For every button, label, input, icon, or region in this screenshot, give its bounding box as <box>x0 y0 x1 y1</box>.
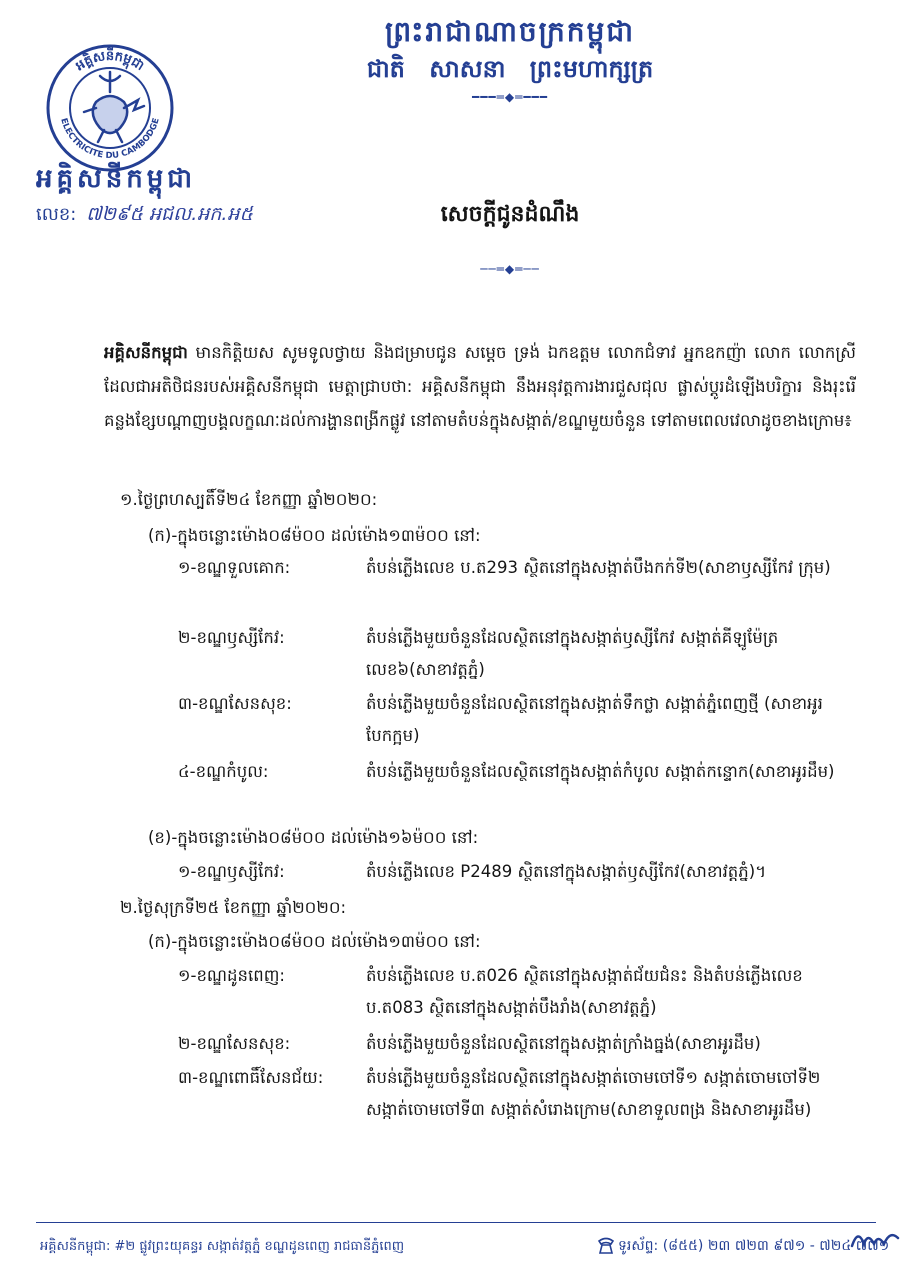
edc-logo <box>44 42 176 174</box>
schedule-day-2-slot-a: (ក)-ក្នុងចន្លោះម៉ោង០៨ម៉០០ ដល់ម៉ោង១៣ម៉០០ នៅ: <box>148 932 481 951</box>
footer-phone <box>596 1236 889 1257</box>
logo-text-top: អគ្គិសនីកម្ពុជា <box>73 49 147 75</box>
district-area: តំបន់ភ្លើងមួយចំនួនដែលស្ថិតនៅក្នុងសង្កាត់ក្រាំងធ្នង់(សាខាអូរដឹម) <box>366 1034 761 1053</box>
schedule-day-1-slot-a: (ក)-ក្នុងចន្លោះម៉ោង០៨ម៉០០ ដល់ម៉ោង១៣ម៉០០ នៅ: <box>148 526 481 545</box>
district-label: ៣-ខណ្ឌពោធិ៍សែនជ័យ: <box>178 1068 324 1087</box>
district-area: តំបន់ភ្លើងលេខ ប.ត026 ស្ថិតនៅក្នុងសង្កាត់ជ័យជំនះ និងតំបន់ភ្លើងលេខ ប.ត083 ស្ថិតនៅក្នុងសង្កាត់បឹងរាំង(សាខាវត្តភ្នំ) <box>366 966 803 1017</box>
footer-address: អគ្គិសនីកម្ពុជា: #២ ផ្លូវព្រះយុគន្ធរ សង្កាត់វត្តភ្នំ ខណ្ឌដូនពេញ រាជធានីភ្នំពេញ <box>40 1239 405 1254</box>
district-label: ១-ខណ្ឌទួលគោក: <box>178 558 291 577</box>
district-area: តំបន់ភ្លើងលេខ P2489 ស្ថិតនៅក្នុងសង្កាត់ឫស្សីកែវ(សាខាវត្តភ្នំ)។ <box>366 862 767 881</box>
title-divider: ──═◆═── <box>480 262 540 276</box>
phone-icon <box>596 1237 616 1255</box>
schedule-day-2: ២.ថ្ងៃសុក្រទី២៥ ខែកញ្ញា ឆ្នាំ២០២០: <box>120 898 347 917</box>
district-label: ៤-ខណ្ឌកំបូល: <box>178 762 269 781</box>
district-area: តំបន់ភ្លើងមួយចំនួនដែលស្ថិតនៅក្នុងសង្កាត់ទឹកថ្លា សង្កាត់ភ្នំពេញថ្មី (សាខាអូរបែកក្អម) <box>366 694 823 745</box>
ornament-divider: ━━━═◆═━━━ <box>471 90 549 104</box>
district-area: តំបន់ភ្លើងមួយចំនួនដែលស្ថិតនៅក្នុងសង្កាត់ឫស្សីកែវ សង្កាត់គីឡូម៉ែត្រលេខ៦(សាខាវត្តភ្នំ) <box>366 628 779 679</box>
schedule-day-1: ១.ថ្ងៃព្រហស្បតិ៍ទី២៤ ខែកញ្ញា ឆ្នាំ២០២០: <box>120 490 378 509</box>
district-label: ១-ខណ្ឌឫស្សីកែវ: <box>178 862 285 881</box>
reference-value: ៧២៩៥ អជល.អក.អ៥ <box>86 203 253 225</box>
reference-number <box>36 202 253 230</box>
intro-paragraph <box>104 336 856 438</box>
kingdom-heading: ព្រះរាជាណាចក្រកម្ពុជា <box>384 15 635 48</box>
district-label: ២-ខណ្ឌសែនសុខ: <box>178 1034 291 1053</box>
district-area: តំបន់ភ្លើងមួយចំនួនដែលស្ថិតនៅក្នុងសង្កាត់ចោមចៅទី១ សង្កាត់ចោមចៅទី២ សង្កាត់ចោមចៅទី៣ សង្កាត់សំរោងក្រោម(សាខាទួលពង្រ និងសាខាអូរដឹម) <box>366 1068 821 1119</box>
intro-text: មានកិត្តិយស សូមទូលថ្វាយ និងជម្រាបជូន សម្តេច ទ្រង់ ឯកឧត្តម លោកជំទាវ អ្នកឧកញ៉ា លោក លោកស្រី ដែលជាអតិថិជនរបស់អគ្គិសនីកម្ពុជា មេត្តាជ្រាបថា: អគ្គិសនីកម្ពុជា នឹងអនុវត្តការងារជួសជុល ផ្លាស់ប្តូរដំឡើងបរិក្ខារ និងរុះរើគន្លងខ្សែបណ្តាញបង្គលក្ខណៈដល់ការង្ហានពង្រីកផ្លូវ នៅតាមតំបន់ក្នុងសង្កាត់/ខណ្ឌមួយចំនួន ទៅតាមពេលវេលាដូចខាងក្រោម៖ <box>104 343 856 430</box>
schedule-day-1-slot-b: (ខ)-ក្នុងចន្លោះម៉ោង០៨ម៉០០ ដល់ម៉ោង១៦ម៉០០ នៅ: <box>148 828 479 847</box>
phone-text: ទូរស័ព្ទ: (៨៥៥) ២៣ ៧២៣ ៩៧១ - ៧២៤ ៧៧១ <box>618 1238 890 1254</box>
organization-name: អគ្គិសនីកម្ពុជា <box>36 164 197 194</box>
document-title: សេចក្តីជូនដំណឹង <box>440 202 580 227</box>
intro-lead: អគ្គិសនីកម្ពុជា <box>104 343 188 362</box>
district-label: ២-ខណ្ឌឫស្សីកែវ: <box>178 628 285 647</box>
logo-text-bottom: ELECTRICITE DU CAMBODGE <box>58 117 162 162</box>
signature-mark <box>848 1222 902 1258</box>
district-label: ៣-ខណ្ឌសែនសុខ: <box>178 694 292 713</box>
district-area: តំបន់ភ្លើងលេខ ប.ត293 ស្ថិតនៅក្នុងសង្កាត់បឹងកក់ទី២(សាខាឫស្សីកែវ ក្រុម) <box>366 558 831 577</box>
district-area: តំបន់ភ្លើងមួយចំនួនដែលស្ថិតនៅក្នុងសង្កាត់កំបូល សង្កាត់កន្ទោក(សាខាអូរដឹម) <box>366 762 835 781</box>
national-motto: ជាតិ សាសនា ព្រះមហាក្សត្រ <box>366 54 654 83</box>
district-label: ១-ខណ្ឌដូនពេញ: <box>178 966 285 985</box>
reference-label: លេខ: <box>36 204 77 225</box>
footer-rule <box>36 1222 876 1223</box>
